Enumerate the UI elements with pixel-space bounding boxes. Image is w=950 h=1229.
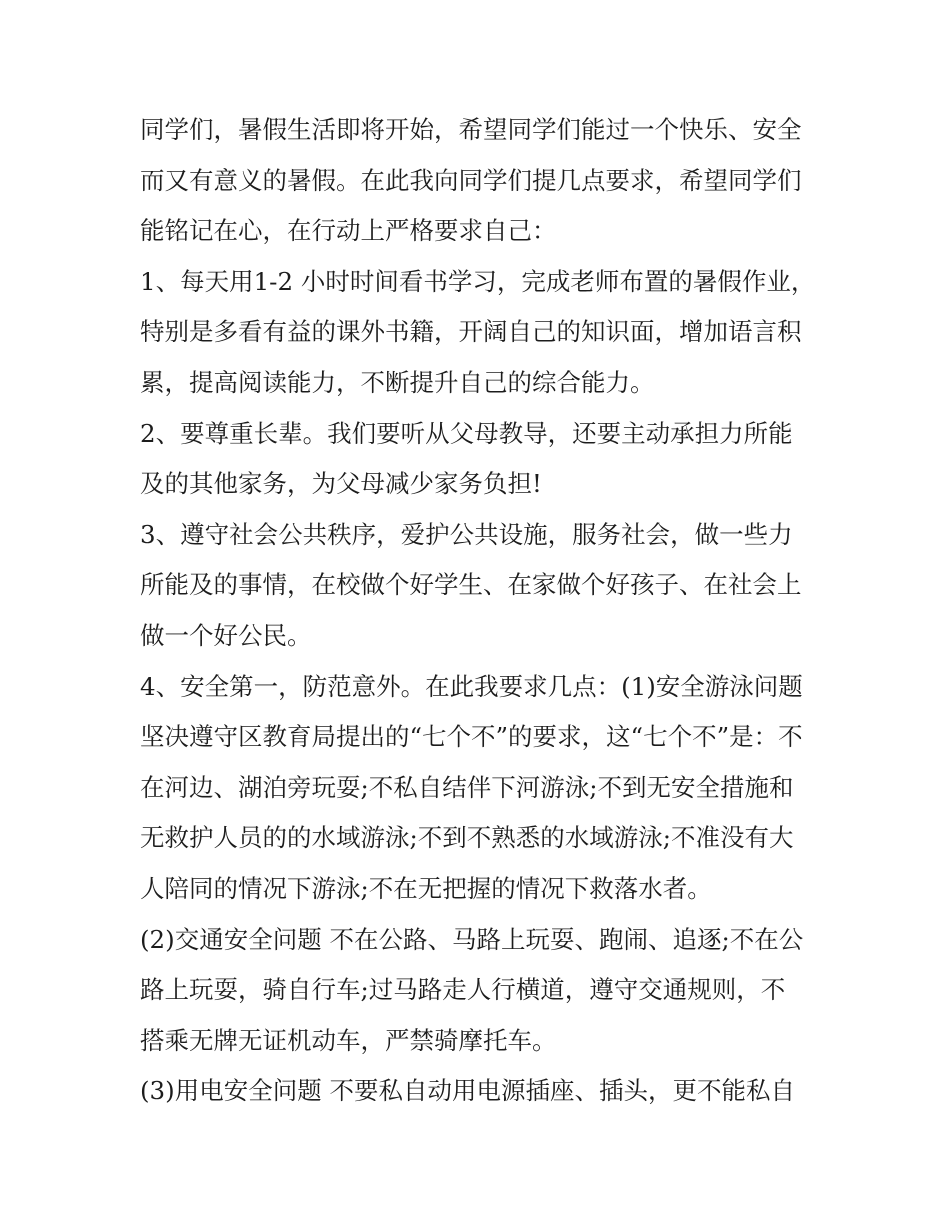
text-line: 1、每天用1-2 小时时间看书学习，完成老师布置的暑假作业， [140, 266, 816, 296]
text-line: 人陪同的情况下游泳;不在无把握的情况下救落水者。 [140, 873, 712, 903]
text-line: 路上玩耍，骑自行车;过马路走人行横道，遵守交通规则，不 [140, 975, 786, 1005]
text-line: 特别是多看有益的课外书籍，开阔自己的知识面，增加语言积 [140, 317, 802, 347]
text-line: 累，提高阅读能力，不断提升自己的综合能力。 [140, 367, 655, 397]
paragraph-electric-safety [140, 1066, 820, 1117]
paragraph-item-1 [140, 257, 820, 409]
text-line: 及的其他家务，为父母减少家务负担! [140, 469, 542, 499]
text-line: 搭乘无牌无证机动车，严禁骑摩托车。 [140, 1025, 557, 1055]
text-line: (3)用电安全问题 不要私自动用电源插座、插头，更不能私自 [140, 1076, 795, 1106]
text-line: 做一个好公民。 [140, 620, 312, 650]
paragraph-item-3 [140, 510, 820, 662]
text-line: 无救护人员的的水域游泳;不到不熟悉的水域游泳;不准没有大 [140, 823, 794, 853]
text-line: 能铭记在心，在行动上严格要求自己： [140, 216, 557, 246]
paragraph-intro [140, 105, 820, 257]
paragraph-item-4 [140, 662, 820, 915]
paragraph-item-2 [140, 409, 820, 510]
text-line: 4、安全第一，防范意外。在此我要求几点：(1)安全游泳问题 [140, 671, 803, 701]
text-line: 2、要尊重长辈。我们要听从父母教导，还要主动承担力所能 [140, 418, 793, 448]
text-line: 3、遵守社会公共秩序，爱护公共设施，服务社会，做一些力 [140, 519, 793, 549]
text-line: 同学们，暑假生活即将开始，希望同学们能过一个快乐、安全 [140, 115, 802, 144]
text-line: 所能及的事情，在校做个好学生、在家做个好孩子、在社会上 [140, 570, 802, 600]
text-line: (2)交通安全问题 不在公路、马路上玩耍、跑闹、追逐;不在公 [140, 924, 804, 954]
text-line: 而又有意义的暑假。在此我向同学们提几点要求，希望同学们 [140, 165, 802, 195]
document-body [140, 105, 820, 1117]
text-line: 坚决遵守区教育局提出的“七个不”的要求，这“七个不”是：不 [140, 722, 803, 752]
text-line: 在河边、湖泊旁玩耍;不私自结伴下河游泳;不到无安全措施和 [140, 772, 794, 802]
paragraph-traffic-safety [140, 915, 820, 1067]
